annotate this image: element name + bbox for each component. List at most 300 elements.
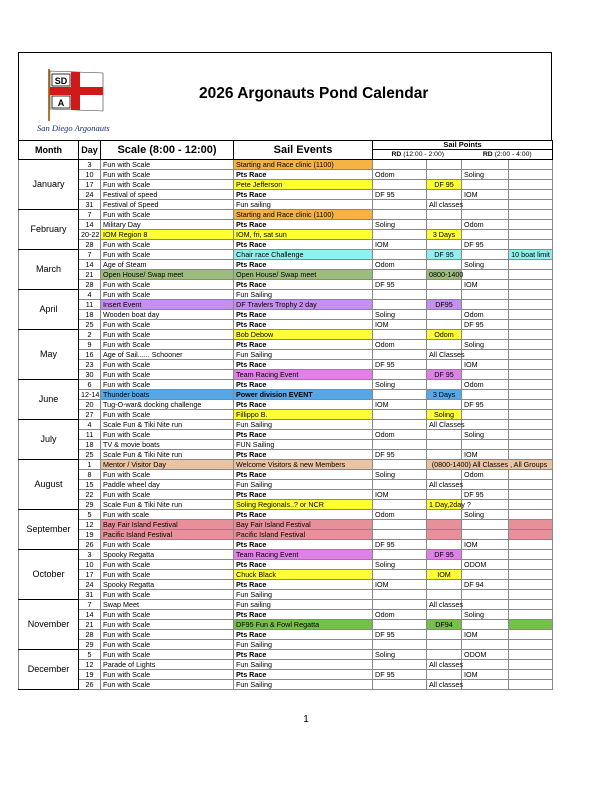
- sail-event-cell: Pts Race: [234, 220, 373, 230]
- rd1-class-cell: [373, 410, 427, 420]
- rd2-class-cell: DF 95: [462, 490, 509, 500]
- rd2-class-cell: Soling: [462, 430, 509, 440]
- rd1-class-cell: Soling: [373, 220, 427, 230]
- rd1-class-cell: [373, 640, 427, 650]
- scale-event-cell: Mentor / Visitor Day: [101, 460, 234, 470]
- rd1-note-cell: Soling: [427, 410, 462, 420]
- sail-event-cell: Power division EVENT: [234, 390, 373, 400]
- rd2-header-label: RD: [482, 151, 493, 158]
- rd2-class-cell: [462, 210, 509, 220]
- rd2-class-cell: IOM: [462, 280, 509, 290]
- sail-event-cell: Fun Sailing: [234, 660, 373, 670]
- rd2-note-cell: [509, 240, 553, 250]
- sail-event-cell: Pts Race: [234, 260, 373, 270]
- table-row: [19, 190, 553, 200]
- rd2-class-cell: [462, 390, 509, 400]
- sail-event-cell: Fun Sailing: [234, 290, 373, 300]
- day-cell: 31: [79, 200, 101, 210]
- day-cell: 28: [79, 240, 101, 250]
- rd1-note-cell: [427, 190, 462, 200]
- sail-event-cell: DF Travlers Trophy 2 day: [234, 300, 373, 310]
- page-number: 1: [303, 714, 309, 725]
- rd2-note-cell: [509, 580, 553, 590]
- rd1-note-cell: 3 Days: [427, 230, 462, 240]
- sail-event-cell: Fun Sailing: [234, 680, 373, 690]
- rd2-note-cell: [509, 670, 553, 680]
- rd1-note-cell: [427, 220, 462, 230]
- rd1-note-cell: [427, 340, 462, 350]
- table-row: [19, 510, 553, 520]
- rd2-note-cell: [509, 640, 553, 650]
- rd1-note-cell: [427, 670, 462, 680]
- scale-event-cell: Age of Sail...... Schooner: [101, 350, 234, 360]
- rd2-class-cell: [462, 530, 509, 540]
- rd2-note-cell: [509, 560, 553, 570]
- sail-event-cell: Pts Race: [234, 400, 373, 410]
- rd2-note-cell: [509, 370, 553, 380]
- table-row: [19, 240, 553, 250]
- sail-event-cell: Bob Debow: [234, 330, 373, 340]
- table-row: [19, 360, 553, 370]
- sail-event-cell: Pts Race: [234, 630, 373, 640]
- rd1-class-cell: [373, 500, 427, 510]
- rd1-class-cell: IOM: [373, 320, 427, 330]
- rd2-class-cell: [462, 590, 509, 600]
- rd2-note-cell: [509, 230, 553, 240]
- rd1-class-cell: [373, 480, 427, 490]
- scale-event-cell: IOM Region 8: [101, 230, 234, 240]
- rd1-class-cell: Odom: [373, 260, 427, 270]
- rd1-note-cell: [427, 520, 462, 530]
- day-cell: 5: [79, 510, 101, 520]
- month-name: February: [19, 210, 79, 250]
- day-cell: 9: [79, 340, 101, 350]
- scale-event-cell: Festival of Speed: [101, 200, 234, 210]
- rd1-class-cell: [373, 350, 427, 360]
- rd1-class-cell: DF 95: [373, 190, 427, 200]
- sail-event-cell: Pts Race: [234, 510, 373, 520]
- rd2-note-cell: [509, 590, 553, 600]
- rd2-note-cell: [509, 510, 553, 520]
- rd1-class-cell: [373, 440, 427, 450]
- table-row: [19, 670, 553, 680]
- day-cell: 14: [79, 220, 101, 230]
- rd1-note-cell: DF 95: [427, 180, 462, 190]
- rd1-note-cell: IOM: [427, 570, 462, 580]
- scale-event-cell: TV & movie boats: [101, 440, 234, 450]
- day-cell: 18: [79, 310, 101, 320]
- month-name: June: [19, 380, 79, 420]
- rd2-class-cell: ODOM: [462, 560, 509, 570]
- sail-event-cell: Pts Race: [234, 580, 373, 590]
- rd2-class-cell: Soling: [462, 170, 509, 180]
- table-row: [19, 490, 553, 500]
- sail-event-cell: Pts Race: [234, 610, 373, 620]
- day-cell: 21: [79, 270, 101, 280]
- scale-event-cell: Scale Fun & Tiki Nite run: [101, 450, 234, 460]
- sail-event-cell: Pts Race: [234, 240, 373, 250]
- month-name: March: [19, 250, 79, 290]
- rd1-class-cell: DF 95: [373, 670, 427, 680]
- sail-event-cell: Pts Race: [234, 470, 373, 480]
- day-cell: 25: [79, 450, 101, 460]
- sail-event-cell: Soling Regionals..? or NCR: [234, 500, 373, 510]
- rd1-class-cell: Odom: [373, 170, 427, 180]
- rd1-note-cell: DF 95: [427, 250, 462, 260]
- table-row: [19, 220, 553, 230]
- sail-event-cell: Pacific Island Festival: [234, 530, 373, 540]
- table-row: [19, 480, 553, 490]
- scale-event-cell: Fun with Scale: [101, 290, 234, 300]
- sail-event-cell: Fun sailing: [234, 200, 373, 210]
- rd1-class-cell: Soling: [373, 380, 427, 390]
- rd2-class-cell: IOM: [462, 670, 509, 680]
- page-title: 2026 Argonauts Pond Calendar: [199, 85, 429, 102]
- sail-event-cell: Chair race Challenge: [234, 250, 373, 260]
- rd2-class-cell: [462, 180, 509, 190]
- rd2-note-cell: [509, 600, 553, 610]
- rd2-class-cell: [462, 370, 509, 380]
- scale-event-cell: Fun with Scale: [101, 640, 234, 650]
- rd1-note-cell: [427, 560, 462, 570]
- rd2-class-cell: [462, 520, 509, 530]
- table-row: [19, 340, 553, 350]
- day-cell: 14: [79, 260, 101, 270]
- scale-event-cell: Military Day: [101, 220, 234, 230]
- rd2-note-cell: [509, 470, 553, 480]
- rd2-class-cell: Soling: [462, 340, 509, 350]
- scale-event-cell: Swap Meet: [101, 600, 234, 610]
- rd1-class-cell: [373, 420, 427, 430]
- rd2-note-cell: [509, 280, 553, 290]
- rd1-note-cell: [427, 430, 462, 440]
- sail-event-cell: Pts Race: [234, 380, 373, 390]
- day-cell: 20: [79, 400, 101, 410]
- rd1-class-cell: IOM: [373, 240, 427, 250]
- rd1-note-cell: All Classes: [427, 420, 462, 430]
- rd2-class-cell: Odom: [462, 220, 509, 230]
- table-row: [19, 680, 553, 690]
- rd1-note-cell: All classes: [427, 200, 462, 210]
- rd1-note-cell: All classes: [427, 680, 462, 690]
- scale-event-cell: Fun with Scale: [101, 250, 234, 260]
- rd1-class-cell: Odom: [373, 510, 427, 520]
- rd1-note-cell: [427, 360, 462, 370]
- scale-event-cell: Fun with Scale: [101, 630, 234, 640]
- rd1-class-cell: [373, 460, 427, 470]
- rd2-note-cell: [509, 500, 553, 510]
- sail-event-cell: Pts Race: [234, 650, 373, 660]
- rd1-class-cell: [373, 180, 427, 190]
- table-row: [19, 200, 553, 210]
- day-cell: 11: [79, 300, 101, 310]
- day-cell: 29: [79, 500, 101, 510]
- rd1-note-cell: [427, 490, 462, 500]
- rd2-class-cell: [462, 270, 509, 280]
- month-name: September: [19, 510, 79, 550]
- day-cell: 28: [79, 630, 101, 640]
- scale-event-cell: Fun with Scale: [101, 610, 234, 620]
- table-row: [19, 370, 553, 380]
- rd1-note-cell: DF94: [427, 620, 462, 630]
- rd2-class-cell: IOM: [462, 450, 509, 460]
- rd2-class-cell: ODOM: [462, 650, 509, 660]
- day-cell: 18: [79, 440, 101, 450]
- rd1-note-cell: 1 Day,2day ?: [427, 500, 462, 510]
- rd1-note-cell: All Classes: [427, 350, 462, 360]
- header-sail-points: [373, 141, 553, 160]
- day-cell: 7: [79, 600, 101, 610]
- rd2-note-cell: [509, 160, 553, 170]
- sail-event-cell: Pts Race: [234, 540, 373, 550]
- sail-event-cell: Pts Race: [234, 340, 373, 350]
- rd1-note-cell: [427, 580, 462, 590]
- table-row: [19, 660, 553, 670]
- rd2-note-cell: [509, 520, 553, 530]
- rd1-class-cell: [373, 600, 427, 610]
- scale-event-cell: Fun with Scale: [101, 410, 234, 420]
- rd1-class-cell: [373, 330, 427, 340]
- scale-event-cell: Fun with Scale: [101, 240, 234, 250]
- day-cell: 24: [79, 190, 101, 200]
- day-cell: 2: [79, 330, 101, 340]
- rd1-note-cell: [427, 630, 462, 640]
- table-row: [19, 610, 553, 620]
- scale-event-cell: Fun with Scale: [101, 470, 234, 480]
- table-row: [19, 180, 553, 190]
- scale-event-cell: Fun with Scale: [101, 670, 234, 680]
- rd2-class-cell: [462, 300, 509, 310]
- rd2-class-cell: DF 95: [462, 400, 509, 410]
- rd2-note-cell: [509, 290, 553, 300]
- rd2-class-cell: [462, 290, 509, 300]
- table-row: [19, 440, 553, 450]
- scale-event-cell: Insert Event: [101, 300, 234, 310]
- rd2-note-cell: [509, 380, 553, 390]
- rd1-class-cell: Odom: [373, 610, 427, 620]
- day-cell: 21: [79, 620, 101, 630]
- rd2-note-cell: [509, 480, 553, 490]
- day-cell: 12: [79, 520, 101, 530]
- rd1-note-cell: DF 95: [427, 550, 462, 560]
- rd1-note-cell: [427, 650, 462, 660]
- rd2-class-cell: Soling: [462, 510, 509, 520]
- table-row: [19, 350, 553, 360]
- scale-event-cell: Fun with Scale: [101, 280, 234, 290]
- scale-event-cell: Fun with Scale: [101, 620, 234, 630]
- table-row: [19, 320, 553, 330]
- rd2-note-cell: [509, 630, 553, 640]
- rd1-header-time: (12:00 - 2:00): [403, 151, 445, 158]
- table-row: [19, 470, 553, 480]
- table-row: [19, 230, 553, 240]
- month-name: October: [19, 550, 79, 600]
- rd2-note-cell: [509, 540, 553, 550]
- sail-points-label: Sail Points: [373, 141, 552, 150]
- calendar-table: [18, 140, 553, 690]
- rd1-note-cell: 0800-1400: [427, 270, 462, 280]
- day-cell: 10: [79, 170, 101, 180]
- table-header-row: [19, 141, 553, 160]
- rd2-class-cell: [462, 440, 509, 450]
- scale-event-cell: Fun with Scale: [101, 360, 234, 370]
- day-cell: 15: [79, 480, 101, 490]
- rd1-class-cell: DF 95: [373, 280, 427, 290]
- rd2-class-cell: Odom: [462, 310, 509, 320]
- rd2-note-cell: [509, 200, 553, 210]
- sail-event-cell: FUN Sailing: [234, 440, 373, 450]
- scale-event-cell: Fun with Scale: [101, 570, 234, 580]
- rd2-class-cell: [462, 680, 509, 690]
- sail-event-cell: Open House/ Swap meet: [234, 270, 373, 280]
- rd2-class-cell: IOM: [462, 630, 509, 640]
- day-cell: 24: [79, 580, 101, 590]
- day-cell: 6: [79, 380, 101, 390]
- sail-event-cell: Fun Sailing: [234, 590, 373, 600]
- table-row: [19, 390, 553, 400]
- rd2-class-cell: [462, 330, 509, 340]
- day-cell: 3: [79, 160, 101, 170]
- rd2-class-cell: Soling: [462, 610, 509, 620]
- rd1-class-cell: [373, 590, 427, 600]
- rd1-class-cell: [373, 250, 427, 260]
- rd1-class-cell: Soling: [373, 470, 427, 480]
- rd2-class-cell: Odom: [462, 380, 509, 390]
- table-row: [19, 270, 553, 280]
- table-row: [19, 250, 553, 260]
- table-row: [19, 580, 553, 590]
- day-cell: 29: [79, 640, 101, 650]
- rd1-class-cell: DF 95: [373, 360, 427, 370]
- scale-event-cell: Fun with Scale: [101, 560, 234, 570]
- day-cell: 4: [79, 290, 101, 300]
- rd1-class-cell: [373, 370, 427, 380]
- rd2-class-cell: [462, 640, 509, 650]
- rd2-note-cell: [509, 620, 553, 630]
- month-name: August: [19, 460, 79, 510]
- rd2-note-cell: [509, 550, 553, 560]
- rd1-note-cell: [427, 400, 462, 410]
- rd2-class-cell: [462, 660, 509, 670]
- header-sail-events: Sail Events: [234, 141, 373, 160]
- day-cell: 27: [79, 410, 101, 420]
- logo-caption: San Diego Argonauts: [37, 123, 110, 133]
- rd1-class-cell: [373, 680, 427, 690]
- table-row: [19, 640, 553, 650]
- logo-flag-bottom: A: [57, 98, 65, 108]
- rd2-class-cell: [462, 200, 509, 210]
- scale-event-cell: Fun with Scale: [101, 650, 234, 660]
- rd2-note-cell: [509, 360, 553, 370]
- rd2-class-cell: [462, 620, 509, 630]
- table-row: [19, 170, 553, 180]
- rd1-note-cell: [427, 210, 462, 220]
- sail-event-cell: Pts Race: [234, 560, 373, 570]
- month-name: January: [19, 160, 79, 210]
- calendar-header: [18, 52, 552, 140]
- scale-event-cell: Wooden boat day: [101, 310, 234, 320]
- day-cell: 23: [79, 360, 101, 370]
- day-cell: 17: [79, 570, 101, 580]
- sail-event-cell: Pts Race: [234, 320, 373, 330]
- rd2-note-cell: [509, 270, 553, 280]
- sail-event-cell: Pts Race: [234, 310, 373, 320]
- table-row: [19, 260, 553, 270]
- scale-event-cell: Scale Fun & Tiki Nite run: [101, 420, 234, 430]
- sail-event-cell: Welcome Visitors & new Members: [234, 460, 373, 470]
- table-row: [19, 520, 553, 530]
- rd1-note-cell: DF 95: [427, 370, 462, 380]
- rd2-class-cell: [462, 570, 509, 580]
- table-row: [19, 630, 553, 640]
- logo-flag-top: SD: [54, 76, 68, 86]
- table-row: [19, 560, 553, 570]
- sail-event-cell: Pts Race: [234, 360, 373, 370]
- rd1-class-cell: DF 95: [373, 450, 427, 460]
- day-cell: 25: [79, 320, 101, 330]
- scale-event-cell: Bay Fair Island Festival: [101, 520, 234, 530]
- rd1-note-cell: [427, 260, 462, 270]
- sail-event-cell: Fun Sailing: [234, 350, 373, 360]
- header-month: Month: [19, 141, 79, 160]
- table-row: [19, 450, 553, 460]
- rd1-class-cell: [373, 290, 427, 300]
- rd2-class-cell: [462, 250, 509, 260]
- rd1-note-cell: [427, 510, 462, 520]
- rd1-note-cell: All classes: [427, 600, 462, 610]
- rd1-note-cell: Odom: [427, 330, 462, 340]
- scale-event-cell: Fun with scale: [101, 510, 234, 520]
- day-cell: 20-22: [79, 230, 101, 240]
- rd2-note-cell: [509, 300, 553, 310]
- rd1-header: [373, 150, 463, 159]
- rd1-note-cell: [427, 290, 462, 300]
- rd1-class-cell: [373, 230, 427, 240]
- rd2-class-cell: [462, 550, 509, 560]
- month-name: November: [19, 600, 79, 650]
- sail-event-cell: IOM, fri, sat sun: [234, 230, 373, 240]
- rd2-class-cell: [462, 410, 509, 420]
- rd2-note-cell: [509, 260, 553, 270]
- scale-event-cell: Open House/ Swap meet: [101, 270, 234, 280]
- rd1-class-cell: DF 95: [373, 540, 427, 550]
- rd1-note-cell: [427, 280, 462, 290]
- table-row: [19, 460, 553, 470]
- day-cell: 5: [79, 650, 101, 660]
- table-row: [19, 540, 553, 550]
- rd1-note-cell: [427, 380, 462, 390]
- sail-event-cell: Team Racing Event: [234, 550, 373, 560]
- rd2-note-cell: [509, 660, 553, 670]
- scale-event-cell: Fun with Scale: [101, 380, 234, 390]
- rd1-class-cell: [373, 160, 427, 170]
- rd2-note-cell: [509, 490, 553, 500]
- rd1-class-cell: [373, 390, 427, 400]
- scale-event-cell: Thunder boats: [101, 390, 234, 400]
- sail-event-cell: Fun Sailing: [234, 420, 373, 430]
- table-row: [19, 590, 553, 600]
- rd2-class-cell: Odom: [462, 470, 509, 480]
- sail-event-cell: Pts Race: [234, 170, 373, 180]
- day-cell: 4: [79, 420, 101, 430]
- day-cell: 8: [79, 470, 101, 480]
- rd1-note-cell: [427, 450, 462, 460]
- rd1-note-cell: [427, 440, 462, 450]
- rd1-class-cell: Odom: [373, 340, 427, 350]
- table-row: [19, 290, 553, 300]
- rd1-note-cell: [427, 610, 462, 620]
- rd1-class-cell: [373, 270, 427, 280]
